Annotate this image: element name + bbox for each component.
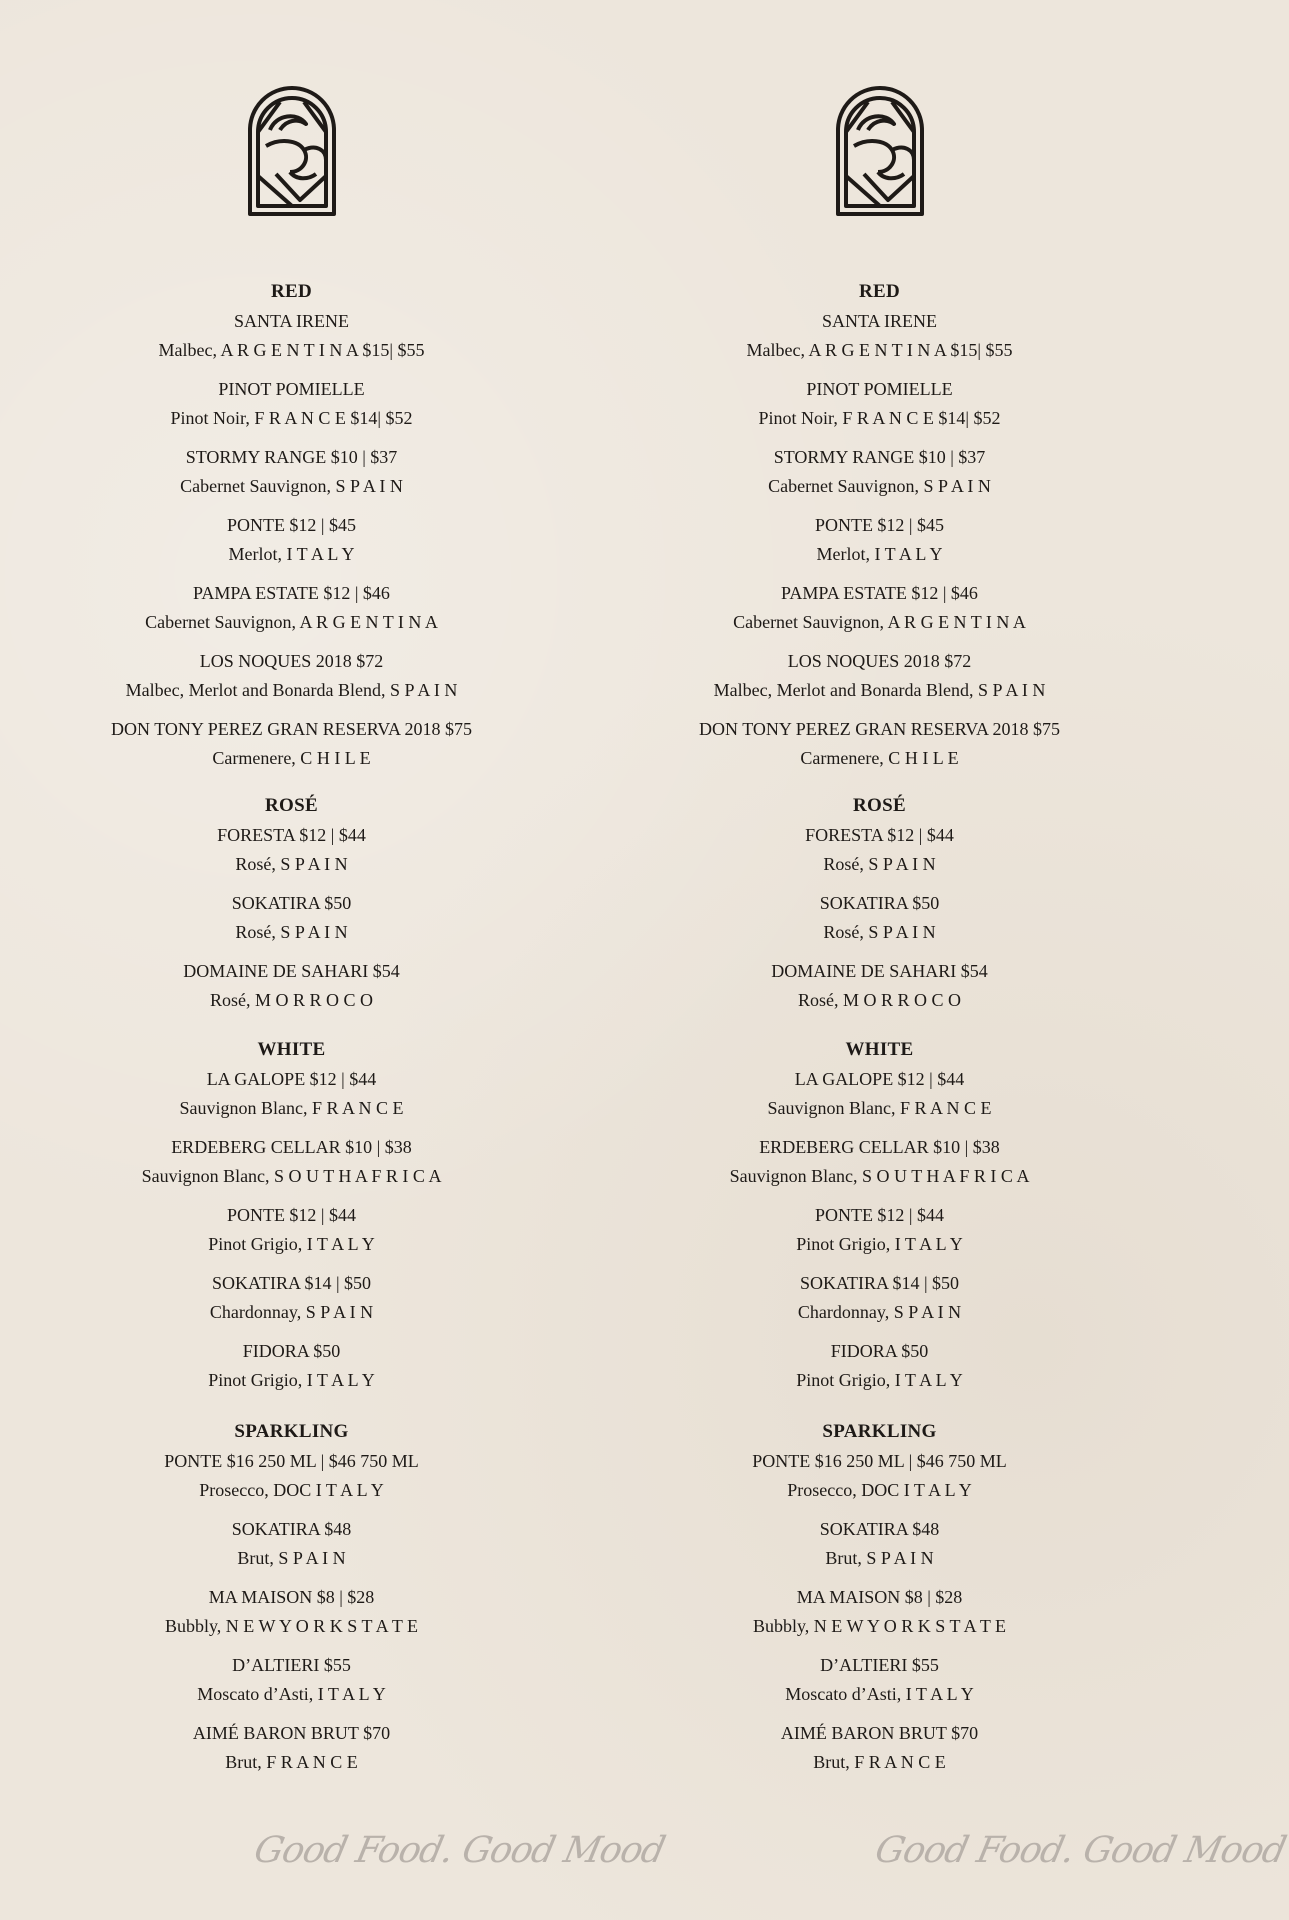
wine-detail: Chardonnay, S P A I N (209, 1302, 374, 1322)
wine-item (588, 1201, 1171, 1259)
wine-detail: Malbec, Merlot and Bonarda Blend, S P A I N (125, 680, 458, 700)
wine-name: MA MAISON $8 | $28 (796, 1587, 963, 1607)
section-red (0, 277, 583, 773)
wine-detail: Cabernet Sauvignon, S P A I N (180, 476, 403, 496)
wine-item (588, 1133, 1171, 1191)
wine-detail: Rosé, S P A I N (823, 854, 936, 874)
wine-name: SOKATIRA $48 (231, 1519, 352, 1539)
wine-name: LA GALOPE $12 | $44 (206, 1069, 377, 1089)
section-title: RED (270, 281, 312, 302)
wine-item (0, 1583, 583, 1641)
wine-item (0, 1133, 583, 1191)
wine-detail: Sauvignon Blanc, S O U T H A F R I C A (141, 1166, 442, 1186)
wine-name: PAMPA ESTATE $12 | $46 (193, 583, 390, 603)
wine-item (0, 957, 583, 1015)
wine-item (0, 1515, 583, 1573)
wine-name: DOMAINE DE SAHARI $54 (183, 961, 400, 981)
wine-detail: Malbec, Merlot and Bonarda Blend, S P A I N (713, 680, 1046, 700)
wine-name: SOKATIRA $50 (819, 893, 940, 913)
wine-item (0, 821, 583, 879)
wine-name: SANTA IRENE (821, 311, 938, 331)
wine-name: SOKATIRA $50 (231, 893, 352, 913)
wine-detail: Malbec, A R G E N T I N A $15| $55 (158, 340, 425, 360)
wine-item (0, 889, 583, 947)
wine-item (0, 1651, 583, 1709)
wine-name: SANTA IRENE (233, 311, 350, 331)
wine-name: D’ALTIERI $55 (232, 1655, 351, 1675)
wine-detail: Moscato d’Asti, I T A L Y (197, 1684, 386, 1704)
wine-name: AIMÉ BARON BRUT $70 (780, 1723, 979, 1743)
wine-item (0, 1065, 583, 1123)
wine-item (0, 647, 583, 705)
wine-detail: Pinot Noir, F R A N C E $14| $52 (758, 408, 1001, 428)
wine-name: STORMY RANGE $10 | $37 (773, 447, 986, 467)
wine-detail: Sauvignon Blanc, F R A N C E (179, 1098, 404, 1118)
wine-detail: Malbec, A R G E N T I N A $15| $55 (746, 340, 1013, 360)
wine-name: PONTE $12 | $44 (226, 1205, 357, 1225)
wine-menu (588, 277, 1171, 1799)
wine-detail: Rosé, M O R R O C O (209, 990, 374, 1010)
wine-detail: Merlot, I T A L Y (228, 544, 355, 564)
wine-detail: Cabernet Sauvignon, A R G E N T I N A (733, 612, 1026, 632)
wine-name: PINOT POMIELLE (806, 379, 953, 399)
wine-menu (0, 277, 583, 1799)
wine-detail: Carmenere, C H I L E (212, 748, 371, 768)
wine-item (588, 1447, 1171, 1505)
wine-item (588, 1269, 1171, 1327)
wine-detail: Pinot Grigio, I T A L Y (208, 1234, 375, 1254)
wine-item (0, 1447, 583, 1505)
wine-item (588, 1651, 1171, 1709)
section-title: WHITE (845, 1039, 914, 1060)
wine-name: DON TONY PEREZ GRAN RESERVA 2018 $75 (111, 719, 472, 739)
wine-detail: Pinot Grigio, I T A L Y (208, 1370, 375, 1390)
section-sparkling (588, 1417, 1171, 1777)
wine-detail: Moscato d’Asti, I T A L Y (785, 1684, 974, 1704)
wine-name: SOKATIRA $14 | $50 (799, 1273, 960, 1293)
wine-detail: Bubbly, N E W Y O R K S T A T E (164, 1616, 419, 1636)
section-title: SPARKLING (822, 1421, 937, 1442)
arch-logo-icon (246, 84, 338, 218)
wine-item (0, 715, 583, 773)
wine-name: FORESTA $12 | $44 (217, 825, 366, 845)
wine-detail: Bubbly, N E W Y O R K S T A T E (752, 1616, 1007, 1636)
tagline: Good Food. Good Mood (871, 1830, 1289, 1871)
wine-item (588, 1515, 1171, 1573)
wine-item (588, 1065, 1171, 1123)
wine-detail: Brut, F R A N C E (225, 1752, 358, 1772)
wine-item (0, 375, 583, 433)
wine-name: PONTE $12 | $45 (226, 515, 357, 535)
wine-item (588, 307, 1171, 365)
wine-name: MA MAISON $8 | $28 (208, 1587, 375, 1607)
wine-item (0, 1269, 583, 1327)
wine-item (0, 1719, 583, 1777)
section-title: WHITE (257, 1039, 326, 1060)
wine-name: DOMAINE DE SAHARI $54 (771, 961, 988, 981)
section-title: ROSÉ (265, 795, 318, 816)
wine-name: ERDEBERG CELLAR $10 | $38 (759, 1137, 1000, 1157)
wine-name: D’ALTIERI $55 (820, 1655, 939, 1675)
wine-item (0, 307, 583, 365)
wine-item (0, 511, 583, 569)
wine-item (588, 715, 1171, 773)
wine-detail: Cabernet Sauvignon, S P A I N (768, 476, 991, 496)
wine-item (588, 957, 1171, 1015)
wine-name: FIDORA $50 (830, 1341, 929, 1361)
wine-name: LOS NOQUES 2018 $72 (787, 651, 972, 671)
wine-item (0, 443, 583, 501)
wine-item (0, 579, 583, 637)
section-rose (588, 791, 1171, 1015)
wine-name: SOKATIRA $14 | $50 (211, 1273, 372, 1293)
arch-logo-icon (834, 84, 926, 218)
wine-detail: Merlot, I T A L Y (816, 544, 943, 564)
wine-detail: Carmenere, C H I L E (800, 748, 959, 768)
wine-item (588, 1583, 1171, 1641)
menu-column-right (588, 0, 1289, 1920)
wine-detail: Rosé, S P A I N (823, 922, 936, 942)
wine-name: FIDORA $50 (242, 1341, 341, 1361)
wine-name: FORESTA $12 | $44 (805, 825, 954, 845)
wine-name: LOS NOQUES 2018 $72 (199, 651, 384, 671)
wine-item (588, 443, 1171, 501)
wine-detail: Chardonnay, S P A I N (797, 1302, 962, 1322)
wine-detail: Rosé, S P A I N (235, 922, 348, 942)
wine-item (588, 579, 1171, 637)
wine-name: AIMÉ BARON BRUT $70 (192, 1723, 391, 1743)
wine-item (588, 647, 1171, 705)
wine-detail: Rosé, M O R R O C O (797, 990, 962, 1010)
wine-item (588, 375, 1171, 433)
wine-detail: Pinot Grigio, I T A L Y (796, 1234, 963, 1254)
wine-detail: Pinot Grigio, I T A L Y (796, 1370, 963, 1390)
wine-item (588, 821, 1171, 879)
section-white (0, 1035, 583, 1395)
tagline: Good Food. Good Mood (250, 1830, 669, 1871)
wine-item (0, 1337, 583, 1395)
wine-name: PONTE $16 250 ML | $46 750 ML (164, 1451, 419, 1471)
wine-name: PAMPA ESTATE $12 | $46 (781, 583, 978, 603)
wine-name: ERDEBERG CELLAR $10 | $38 (171, 1137, 412, 1157)
wine-name: PINOT POMIELLE (218, 379, 365, 399)
wine-detail: Prosecco, DOC I T A L Y (787, 1480, 972, 1500)
wine-name: PONTE $12 | $44 (814, 1205, 945, 1225)
wine-detail: Brut, F R A N C E (813, 1752, 946, 1772)
section-white (588, 1035, 1171, 1395)
wine-item (588, 889, 1171, 947)
wine-detail: Sauvignon Blanc, S O U T H A F R I C A (729, 1166, 1030, 1186)
wine-name: STORMY RANGE $10 | $37 (185, 447, 398, 467)
wine-item (588, 1337, 1171, 1395)
section-title: SPARKLING (234, 1421, 349, 1442)
section-title: RED (858, 281, 900, 302)
wine-detail: Rosé, S P A I N (235, 854, 348, 874)
wine-name: SOKATIRA $48 (819, 1519, 940, 1539)
wine-detail: Pinot Noir, F R A N C E $14| $52 (170, 408, 413, 428)
wine-name: PONTE $16 250 ML | $46 750 ML (752, 1451, 1007, 1471)
wine-detail: Brut, S P A I N (825, 1548, 934, 1568)
wine-detail: Sauvignon Blanc, F R A N C E (767, 1098, 992, 1118)
section-title: ROSÉ (853, 795, 906, 816)
section-red (588, 277, 1171, 773)
wine-item (588, 511, 1171, 569)
section-sparkling (0, 1417, 583, 1777)
wine-detail: Cabernet Sauvignon, A R G E N T I N A (145, 612, 438, 632)
wine-item (588, 1719, 1171, 1777)
section-rose (0, 791, 583, 1015)
wine-name: DON TONY PEREZ GRAN RESERVA 2018 $75 (699, 719, 1060, 739)
wine-name: PONTE $12 | $45 (814, 515, 945, 535)
wine-name: LA GALOPE $12 | $44 (794, 1069, 965, 1089)
wine-item (0, 1201, 583, 1259)
wine-detail: Prosecco, DOC I T A L Y (199, 1480, 384, 1500)
wine-detail: Brut, S P A I N (237, 1548, 346, 1568)
